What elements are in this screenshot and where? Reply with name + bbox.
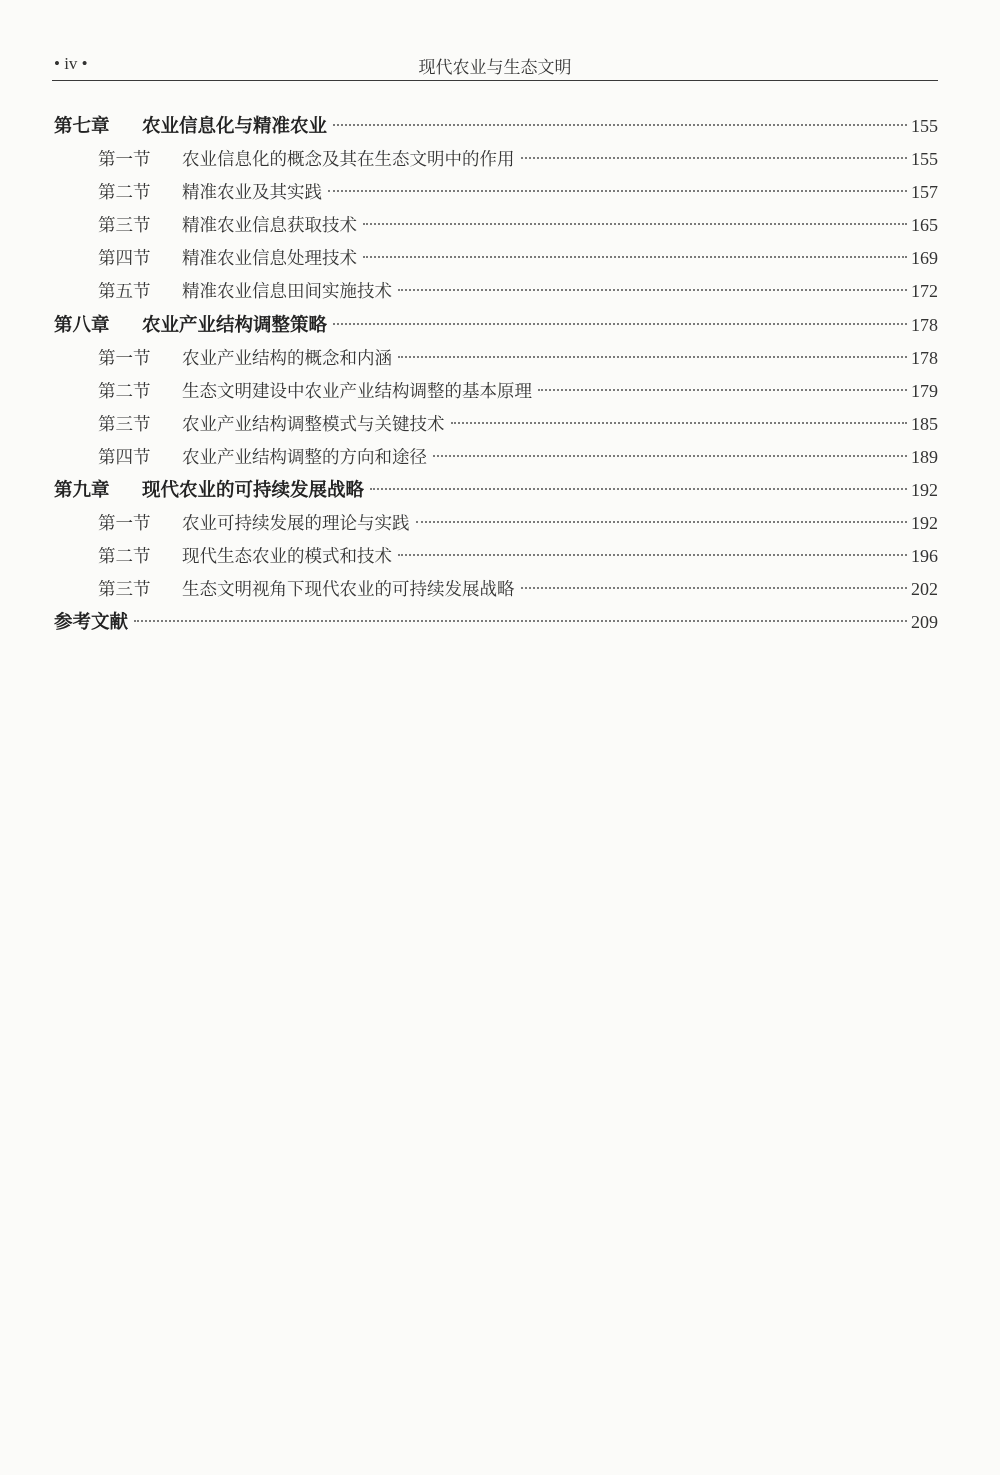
dot-leader — [333, 323, 907, 325]
chapter-title: 参考文献 — [54, 612, 129, 634]
toc-section-entry — [52, 275, 938, 308]
dot-leader — [538, 389, 907, 391]
dot-leader — [333, 124, 907, 126]
dot-leader — [363, 223, 907, 225]
section-number: 第二节 — [98, 547, 151, 568]
header-book-title: 现代农业与生态文明 — [418, 58, 572, 78]
chapter-number: 第九章 — [54, 480, 110, 502]
section-title: 生态文明建设中农业产业结构调整的基本原理 — [182, 381, 532, 402]
section-number: 第一节 — [98, 514, 151, 535]
section-title: 精准农业及其实践 — [182, 183, 322, 204]
toc-section-entry — [52, 176, 938, 209]
dot-leader — [416, 521, 908, 523]
table-of-contents — [52, 110, 938, 640]
toc-chapter-entry — [52, 474, 938, 507]
page-number: 196 — [911, 546, 938, 567]
section-title: 现代生态农业的模式和技术 — [182, 547, 392, 568]
toc-chapter-entry — [52, 309, 938, 342]
section-title: 精准农业信息田间实施技术 — [182, 282, 392, 303]
section-title: 农业产业结构调整的方向和途径 — [182, 447, 427, 468]
running-header — [52, 50, 938, 81]
section-number: 第三节 — [98, 580, 151, 601]
section-title: 农业信息化的概念及其在生态文明中的作用 — [182, 150, 515, 171]
dot-leader — [398, 356, 907, 358]
toc-section-entry — [52, 143, 938, 176]
dot-leader — [328, 190, 907, 192]
page-number: 178 — [911, 314, 938, 335]
page-number: 165 — [911, 215, 938, 236]
chapter-number: 第八章 — [54, 314, 110, 336]
dot-leader — [398, 554, 907, 556]
section-number: 第三节 — [98, 414, 151, 435]
page-number: 179 — [911, 380, 938, 401]
dot-leader — [398, 289, 907, 291]
toc-section-entry — [52, 408, 938, 441]
chapter-number: 第七章 — [54, 116, 110, 137]
toc-chapter-entry — [52, 606, 938, 639]
section-number: 第四节 — [98, 447, 151, 468]
dot-leader — [521, 587, 908, 589]
header-page-number: • iv • — [54, 54, 88, 73]
section-number: 第三节 — [98, 216, 151, 237]
page-number: 172 — [911, 281, 938, 302]
toc-chapter-entry — [52, 110, 938, 143]
dot-leader — [521, 157, 908, 159]
section-title: 精准农业信息获取技术 — [182, 216, 357, 237]
section-number: 第一节 — [98, 150, 151, 171]
page-number: 157 — [911, 182, 938, 203]
section-number: 第四节 — [98, 249, 151, 270]
page-number: 189 — [911, 446, 938, 467]
page-number: 192 — [911, 480, 938, 501]
section-number: 第一节 — [98, 348, 151, 369]
page-number: 155 — [911, 116, 938, 136]
page-number: 202 — [911, 579, 938, 600]
toc-section-entry — [52, 342, 938, 375]
chapter-title: 农业产业结构调整策略 — [142, 314, 328, 336]
section-title: 农业产业结构的概念和内涵 — [182, 348, 392, 369]
chapter-title: 农业信息化与精准农业 — [142, 116, 328, 137]
toc-section-entry — [52, 540, 938, 573]
section-title: 农业可持续发展的理论与实践 — [182, 514, 410, 535]
chapter-title: 现代农业的可持续发展战略 — [142, 480, 365, 502]
section-number: 第五节 — [98, 282, 151, 303]
page-number: 185 — [911, 413, 938, 434]
dot-leader — [134, 620, 907, 622]
toc-section-entry — [52, 573, 938, 606]
section-title: 农业产业结构调整模式与关键技术 — [182, 414, 445, 435]
toc-section-entry — [52, 375, 938, 408]
section-title: 生态文明视角下现代农业的可持续发展战略 — [182, 580, 515, 601]
section-number: 第二节 — [98, 183, 151, 204]
page-number: 155 — [911, 149, 938, 170]
section-number: 第二节 — [98, 381, 151, 402]
page-number: 192 — [911, 513, 938, 534]
page-number: 209 — [911, 612, 938, 633]
dot-leader — [433, 455, 907, 457]
section-title: 精准农业信息处理技术 — [182, 249, 357, 270]
page-number: 178 — [911, 347, 938, 368]
dot-leader — [363, 256, 907, 258]
toc-section-entry — [52, 242, 938, 275]
toc-section-entry — [52, 507, 938, 540]
page-number: 169 — [911, 248, 938, 269]
toc-section-entry — [52, 441, 938, 474]
toc-section-entry — [52, 209, 938, 242]
dot-leader — [451, 422, 908, 424]
dot-leader — [370, 488, 907, 490]
